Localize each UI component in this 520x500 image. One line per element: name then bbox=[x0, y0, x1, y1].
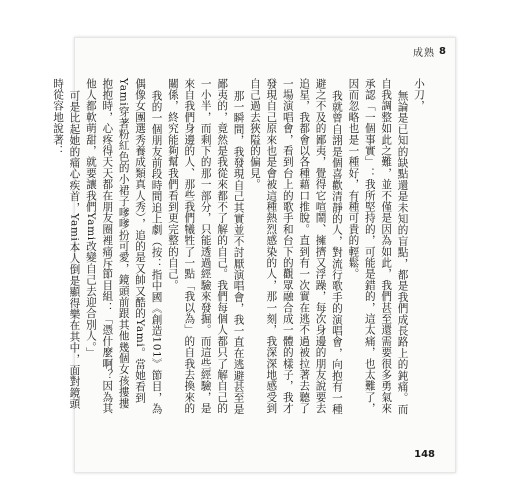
page-number: 148 bbox=[414, 449, 435, 460]
chapter-mark: 8 bbox=[439, 46, 447, 57]
paragraph: 我的一個朋友前段時間追上劇（按：指中國《創造101》節目，為偶像女團選秀養成類真人秀），追的是又帥又酷的Yami。當她看到Yami穿著粉紅色的小裙子嗲嗲扮可愛，鏡頭前跟其他幾個女孩摟摟抱抱時，心疼得天天都在朋友圈裡痛斥節目組：「憑什麼啊？因為其他人都軟萌甜，就要讓我們Yami改變自己去迎合別人。」 bbox=[84, 78, 163, 415]
paragraph: 可是比起她的痛心疾首，Yami本人倒是顯得樂在其中，面對鏡頭時從容地說著： bbox=[52, 78, 81, 410]
paragraph: 我就曾自詡是個喜歡清靜的人，對流行歌手的演唱會，向抱有一種避之不及的鄙夷，覺得它喧鬧、擁擠又浮躁，每次身邊的朋友說要去追星，我都會以各種藉口推脫。直到有一次實在逃不過被拉著去聽了一場演唱會，看到台上的歌手和台下的觀眾融合成一體的樣子，我才發現自己原來也是會被這種熱烈感染的人，那一刻，我深深地感受到自己過去狹隘的偏見。 bbox=[248, 78, 343, 415]
salutation: 小刀， bbox=[413, 78, 425, 112]
paragraph: 無論是已知的缺點還是未知的盲點，都是我們成長路上的鈍痛。而自我調整如此之難，並不僅是因為如此，我們甚至還需要很多勇氣來承認「一個事實」：我所堅持的，可能是錯的，這太痛，也太難了，因而忽略也是一種好，有種可貴的輕鬆。 bbox=[347, 78, 409, 415]
paragraph: 那一瞬間，我發現自己其實並不討厭演唱會，我一直在逃避甚至是鄙夷的，竟然是我從來都不了解的自己。我們每個人都只了解自己的一小半，而剩下的那一部分，只能透過經驗來發掘。而這些經驗，是來自我們身邊的人、那些我們犧牲了一點「我以為」的自我去換來的關係，終究能夠幫我們看到更完整的自己。 bbox=[166, 78, 245, 415]
running-header bbox=[413, 44, 447, 59]
chapter-title: 成熟 bbox=[413, 48, 436, 59]
vertical-body-text bbox=[52, 78, 427, 418]
book-page bbox=[52, 37, 456, 473]
